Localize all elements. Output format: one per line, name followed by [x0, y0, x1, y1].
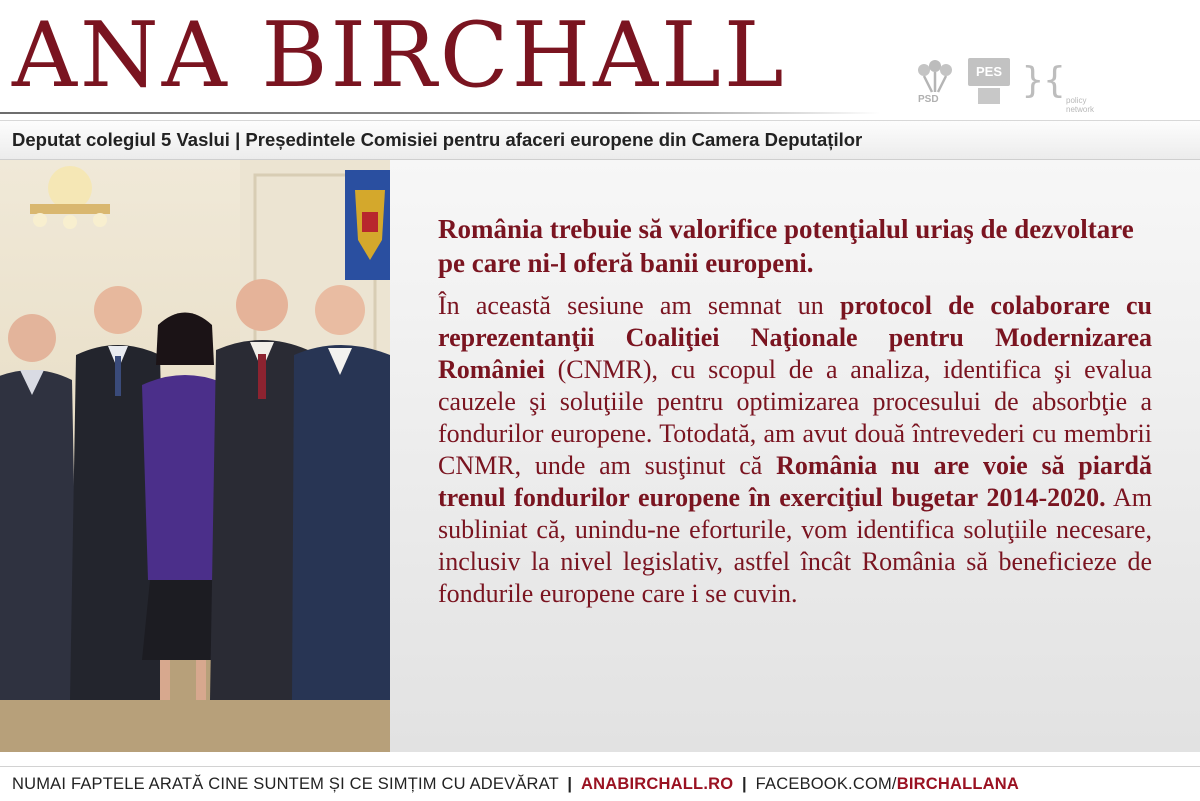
- footer: [0, 766, 1200, 801]
- article-panel: [390, 160, 1200, 752]
- facebook-link[interactable]: [756, 775, 1019, 793]
- chandelier: [30, 166, 110, 229]
- body-text: Am subliniat că, unindu-ne eforturile, vom identifica soluţiile necesare, inclusiv la nivel legislativ, astfel încât România să beneficieze de fondurile europene care i se cuvin.: [438, 483, 1152, 608]
- psd-logo: [910, 58, 960, 114]
- pes-logo-text: PES: [968, 58, 1010, 86]
- subtitle-bar: [0, 120, 1200, 160]
- article-lead: România trebuie să valorifice potenţialul uriaş de dezvoltare pe care ni-l oferă banii europeni.: [438, 214, 1134, 278]
- person-1: [0, 314, 78, 700]
- article-body: [438, 290, 1152, 610]
- header: [0, 0, 1200, 120]
- article-content: [438, 212, 1152, 610]
- rose-icon: [910, 58, 960, 98]
- footer-line: [12, 775, 1019, 794]
- title-divider: [0, 112, 880, 114]
- footer-slogan: NUMAI FAPTELE ARATĂ CINE SUNTEM ȘI CE SIMȚIM CU ADEVĂRAT: [12, 775, 559, 793]
- footer-separator: |: [567, 775, 573, 793]
- brace-icon: }{: [1022, 60, 1066, 101]
- footer-separator: |: [742, 775, 747, 793]
- website-link[interactable]: ANABIRCHALL.RO: [581, 775, 734, 793]
- group-photo: [0, 160, 390, 752]
- page-title: ANA BIRCHALL: [12, 3, 787, 108]
- body-highlight: protocol de colaborare cu reprezentanţii Coaliţiei Naţionale pentru Modernizarea României: [438, 291, 1152, 384]
- body-text: (CNMR), cu scopul de a analiza, identifica şi evalua cauzele şi soluţiile pentru optimizarea procesului de absorbţie a fondurilor europene. Totodată, am avut două întrevederi cu membrii CNMR, unde am susţinut că: [438, 355, 1152, 480]
- coat-of-arms: [345, 170, 390, 280]
- body-text: În această sesiune am semnat un: [438, 291, 840, 320]
- group-photo-icon: [0, 160, 390, 752]
- facebook-handle: BIRCHALLANA: [896, 775, 1019, 793]
- pes-logo: [968, 58, 1012, 110]
- policy-network-logo: [1022, 58, 1112, 114]
- facebook-prefix: FACEBOOK.COM/: [755, 775, 897, 793]
- pes-logo-mark: [978, 88, 1000, 104]
- subtitle-text: Deputat colegiul 5 Vaslui | Președintele Comisiei pentru afaceri europene din Camera Deputaților: [12, 129, 863, 150]
- body-highlight: România nu are voie să piardă trenul fondurilor europene în exerciţiul bugetar 2014-2020.: [438, 451, 1152, 512]
- psd-logo-text: PSD: [918, 94, 939, 105]
- policy-network-logo-text: policy network: [1066, 96, 1095, 114]
